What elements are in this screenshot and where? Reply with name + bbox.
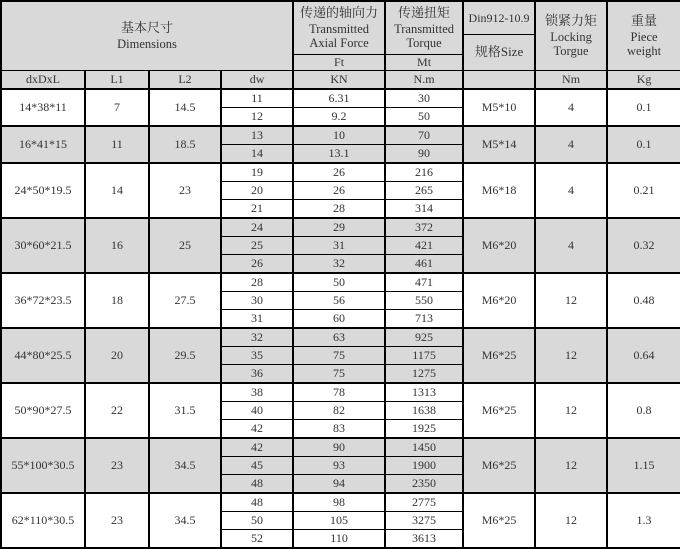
size-cell: M6*20 xyxy=(463,218,535,273)
table-row xyxy=(1,328,680,347)
l1-cell: 14 xyxy=(85,163,149,218)
mt-cell: 372 xyxy=(385,218,463,237)
ft-cell: 105 xyxy=(293,512,385,530)
nm-cell: 12 xyxy=(535,383,607,438)
kg-cell: 0.64 xyxy=(607,328,680,383)
table-row xyxy=(1,89,680,108)
mt-cell: 1275 xyxy=(385,365,463,384)
size-cell: M6*20 xyxy=(463,273,535,328)
dw-cell: 24 xyxy=(221,218,293,237)
ft-cell: 10 xyxy=(293,126,385,145)
mt-cell: 925 xyxy=(385,328,463,347)
header-axial-force-en2: Axial Force xyxy=(309,35,369,50)
ft-cell: 6.31 xyxy=(293,89,385,108)
ft-cell: 29 xyxy=(293,218,385,237)
mt-cell: 461 xyxy=(385,255,463,274)
table-row xyxy=(1,126,680,145)
dw-cell: 28 xyxy=(221,273,293,292)
dims-cell: 44*80*25.5 xyxy=(1,328,85,383)
dw-cell: 45 xyxy=(221,457,293,475)
ft-cell: 32 xyxy=(293,255,385,274)
mt-cell: 471 xyxy=(385,273,463,292)
header-locking-torque-en1: Locking xyxy=(550,29,592,44)
l2-cell: 29.5 xyxy=(149,328,221,383)
kg-cell: 1.3 xyxy=(607,493,680,548)
dims-cell: 36*72*23.5 xyxy=(1,273,85,328)
nm-cell: 4 xyxy=(535,218,607,273)
header-dimensions xyxy=(1,1,293,70)
ft-cell: 90 xyxy=(293,438,385,457)
size-cell: M6*25 xyxy=(463,493,535,548)
header-unit-nm-torque: N.m xyxy=(385,70,463,89)
mt-cell: 90 xyxy=(385,145,463,164)
header-locking-torque-zh: 锁紧力矩 xyxy=(545,13,598,29)
dw-cell: 31 xyxy=(221,310,293,329)
l1-cell: 23 xyxy=(85,493,149,548)
dims-cell: 14*38*11 xyxy=(1,89,85,126)
mt-cell: 421 xyxy=(385,237,463,255)
l2-cell: 27.5 xyxy=(149,273,221,328)
dw-cell: 30 xyxy=(221,292,293,310)
header-size-label: 规格Size xyxy=(463,34,535,70)
mt-cell: 2775 xyxy=(385,493,463,512)
dw-cell: 48 xyxy=(221,475,293,494)
header-col-l2: L2 xyxy=(149,70,221,89)
mt-cell: 1450 xyxy=(385,438,463,457)
header-size-empty-cell xyxy=(463,70,535,89)
ft-cell: 26 xyxy=(293,182,385,200)
mt-cell: 550 xyxy=(385,292,463,310)
l2-cell: 34.5 xyxy=(149,438,221,493)
table-body xyxy=(1,89,680,548)
header-weight-zh: 重量 xyxy=(631,13,658,29)
l2-cell: 14.5 xyxy=(149,89,221,126)
l2-cell: 31.5 xyxy=(149,383,221,438)
dims-cell: 16*41*15 xyxy=(1,126,85,163)
ft-cell: 75 xyxy=(293,365,385,384)
size-cell: M5*14 xyxy=(463,126,535,163)
mt-cell: 1925 xyxy=(385,420,463,439)
size-cell: M6*25 xyxy=(463,328,535,383)
nm-cell: 4 xyxy=(535,126,607,163)
ft-cell: 63 xyxy=(293,328,385,347)
header-locking-torque-en2: Torgue xyxy=(553,43,589,58)
table-row xyxy=(1,218,680,237)
ft-cell: 56 xyxy=(293,292,385,310)
header-weight-en2: weight xyxy=(627,43,662,58)
ft-cell: 75 xyxy=(293,347,385,365)
kg-cell: 0.1 xyxy=(607,89,680,126)
l2-cell: 23 xyxy=(149,163,221,218)
header-dimensions-en: Dimensions xyxy=(117,36,177,51)
mt-cell: 1638 xyxy=(385,402,463,420)
kg-cell: 0.32 xyxy=(607,218,680,273)
l2-cell: 18.5 xyxy=(149,126,221,163)
ft-cell: 93 xyxy=(293,457,385,475)
ft-cell: 94 xyxy=(293,475,385,494)
nm-cell: 12 xyxy=(535,328,607,383)
dims-cell: 62*110*30.5 xyxy=(1,493,85,548)
ft-cell: 82 xyxy=(293,402,385,420)
dw-cell: 25 xyxy=(221,237,293,255)
dw-cell: 26 xyxy=(221,255,293,274)
dw-cell: 32 xyxy=(221,328,293,347)
mt-cell: 1175 xyxy=(385,347,463,365)
ft-cell: 13.1 xyxy=(293,145,385,164)
header-weight-en1: Piece xyxy=(630,29,658,44)
dw-cell: 35 xyxy=(221,347,293,365)
header-col-l1: L1 xyxy=(85,70,149,89)
mt-cell: 1900 xyxy=(385,457,463,475)
l1-cell: 16 xyxy=(85,218,149,273)
ft-cell: 98 xyxy=(293,493,385,512)
header-axial-force-en1: Transmitted xyxy=(309,21,370,36)
dw-cell: 13 xyxy=(221,126,293,145)
kg-cell: 0.21 xyxy=(607,163,680,218)
nm-cell: 12 xyxy=(535,438,607,493)
dims-cell: 50*90*27.5 xyxy=(1,383,85,438)
header-torque-zh: 传递扭矩 xyxy=(398,5,451,21)
header-weight xyxy=(607,1,680,70)
dims-cell: 24*50*19.5 xyxy=(1,163,85,218)
dw-cell: 48 xyxy=(221,493,293,512)
l1-cell: 18 xyxy=(85,273,149,328)
ft-cell: 78 xyxy=(293,383,385,402)
header-row-1 xyxy=(1,1,680,34)
dw-cell: 42 xyxy=(221,420,293,439)
kg-cell: 1.15 xyxy=(607,438,680,493)
l1-cell: 23 xyxy=(85,438,149,493)
header-torque-en1: Transmitted xyxy=(394,21,455,36)
header-din-spec: Din912-10.9 xyxy=(463,1,535,34)
mt-cell: 30 xyxy=(385,89,463,108)
dw-cell: 52 xyxy=(221,530,293,549)
size-cell: M6*25 xyxy=(463,383,535,438)
l2-cell: 25 xyxy=(149,218,221,273)
header-torque-en2: Torque xyxy=(406,35,442,50)
size-cell: M6*18 xyxy=(463,163,535,218)
nm-cell: 12 xyxy=(535,273,607,328)
header-locking-torque xyxy=(535,1,607,70)
nm-cell: 4 xyxy=(535,89,607,126)
mt-cell: 50 xyxy=(385,108,463,127)
header-unit-kg: Kg xyxy=(607,70,680,89)
table-row xyxy=(1,438,680,457)
dw-cell: 14 xyxy=(221,145,293,164)
l2-cell: 34.5 xyxy=(149,493,221,548)
mt-cell: 713 xyxy=(385,310,463,329)
table-row xyxy=(1,493,680,512)
table-row xyxy=(1,383,680,402)
header-unit-kn: KN xyxy=(293,70,385,89)
size-cell: M5*10 xyxy=(463,89,535,126)
header-torque xyxy=(385,1,463,54)
mt-cell: 2350 xyxy=(385,475,463,494)
header-col-dw: dw xyxy=(221,70,293,89)
l1-cell: 20 xyxy=(85,328,149,383)
dims-cell: 30*60*21.5 xyxy=(1,218,85,273)
mt-cell: 314 xyxy=(385,200,463,219)
l1-cell: 11 xyxy=(85,126,149,163)
table-row xyxy=(1,163,680,182)
kg-cell: 0.48 xyxy=(607,273,680,328)
ft-cell: 60 xyxy=(293,310,385,329)
l1-cell: 7 xyxy=(85,89,149,126)
ft-cell: 31 xyxy=(293,237,385,255)
dw-cell: 36 xyxy=(221,365,293,384)
mt-cell: 265 xyxy=(385,182,463,200)
dw-cell: 38 xyxy=(221,383,293,402)
ft-cell: 83 xyxy=(293,420,385,439)
dw-cell: 21 xyxy=(221,200,293,219)
kg-cell: 0.1 xyxy=(607,126,680,163)
header-unit-nm-locking: Nm xyxy=(535,70,607,89)
header-col-dxdxl: dxDxL xyxy=(1,70,85,89)
header-axial-force-zh: 传递的轴向力 xyxy=(300,5,379,21)
table-header xyxy=(1,1,680,89)
header-ft-symbol: Ft xyxy=(293,54,385,70)
kg-cell: 0.8 xyxy=(607,383,680,438)
mt-cell: 1313 xyxy=(385,383,463,402)
mt-cell: 70 xyxy=(385,126,463,145)
ft-cell: 9.2 xyxy=(293,108,385,127)
dw-cell: 42 xyxy=(221,438,293,457)
table-row xyxy=(1,273,680,292)
dims-cell: 55*100*30.5 xyxy=(1,438,85,493)
header-axial-force xyxy=(293,1,385,54)
ft-cell: 26 xyxy=(293,163,385,182)
ft-cell: 50 xyxy=(293,273,385,292)
dw-cell: 11 xyxy=(221,89,293,108)
mt-cell: 3275 xyxy=(385,512,463,530)
header-row-4 xyxy=(1,70,680,89)
dw-cell: 19 xyxy=(221,163,293,182)
dw-cell: 12 xyxy=(221,108,293,127)
header-mt-symbol: Mt xyxy=(385,54,463,70)
mt-cell: 216 xyxy=(385,163,463,182)
header-dimensions-zh: 基本尺寸 xyxy=(121,20,174,36)
ft-cell: 28 xyxy=(293,200,385,219)
nm-cell: 4 xyxy=(535,163,607,218)
dw-cell: 40 xyxy=(221,402,293,420)
size-cell: M6*25 xyxy=(463,438,535,493)
dw-cell: 50 xyxy=(221,512,293,530)
mt-cell: 3613 xyxy=(385,530,463,549)
nm-cell: 12 xyxy=(535,493,607,548)
ft-cell: 110 xyxy=(293,530,385,549)
dw-cell: 20 xyxy=(221,182,293,200)
l1-cell: 22 xyxy=(85,383,149,438)
